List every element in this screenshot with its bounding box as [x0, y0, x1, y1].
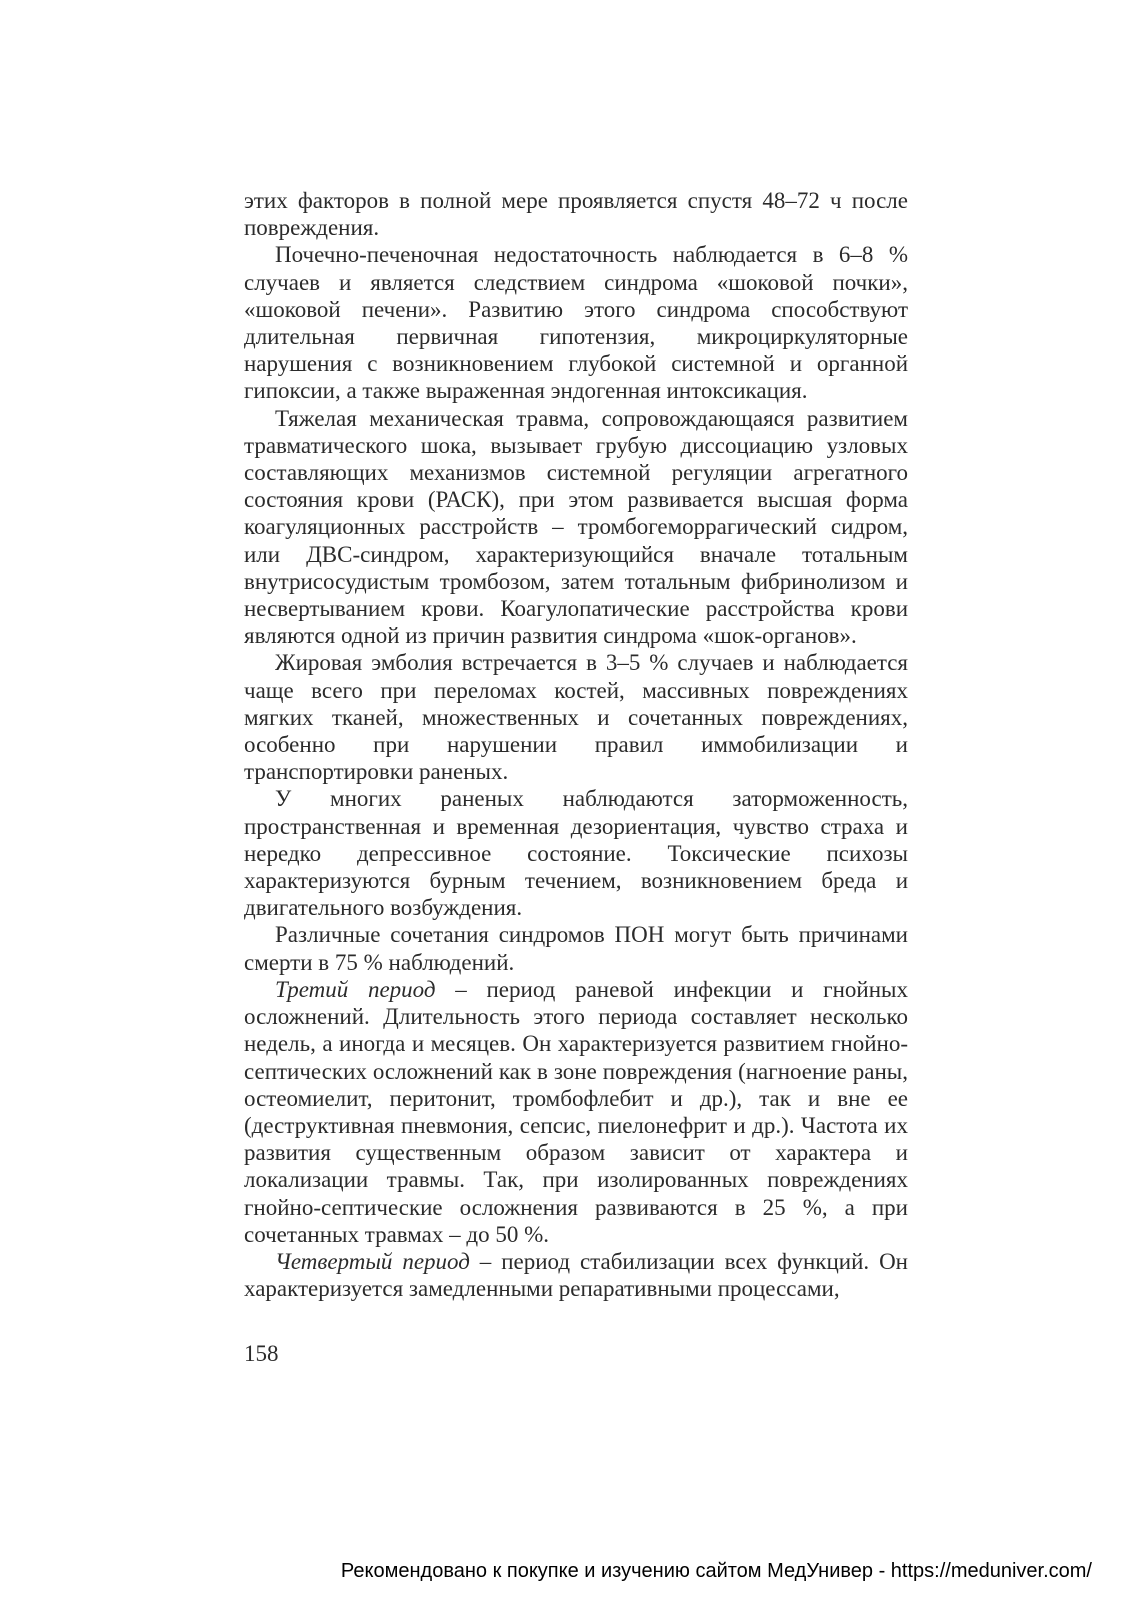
page-body: [244, 187, 908, 1302]
third-period-text: – период раневой инфекции и гнойных осложнений. Длительность этого периода составляет несколько недель, а иногда и месяцев. Он характеризуется развитием гнойно-септических осложнений как в зоне повреждения (нагноение раны, остеомиелит, перитонит, тромбофлебит и др.), так и вне ее (деструктивная пневмония, сепсис, пиелонефрит и др.). Частота их развития существенным образом зависит от характера и локализации травмы. Так, при изолированных повреждениях гнойно-септические осложнения развиваются в 25 %, а при сочетанных травмах – до 50 %.: [244, 976, 908, 1247]
page-number: 158: [244, 1341, 279, 1366]
paragraph-fourth-period: [244, 1248, 908, 1302]
paragraph-continuation: этих факторов в полной мере проявляется спустя 48–72 ч после повреждения.: [244, 188, 908, 241]
paragraph-coagulation-disorders: Тяжелая механическая травма, сопровождающаяся развитием травматического шока, вызывает грубую диссоциацию узловых составляющих механизмов системной регуляции агрегатного состояния крови (РАСК), при этом развивается высшая форма коагуляционных расстройств – тромбогеморрагический сидром, или ДВС-синдром, характеризующийся вначале тотальным внутрисосудистым тромбозом, затем тотальным фибринолизом и несвертыванием крови. Коагулопатические расстройства крови являются одной из причин развития синдрома «шок-органов».: [244, 405, 908, 649]
fourth-period-text: – период стабилизации всех функций. Он характеризуется замедленными репаративными процессами,: [244, 1248, 908, 1302]
paragraph-fat-embolism: Жировая эмболия встречается в 3–5 % случаев и наблюдается чаще всего при переломах костей, массивных повреждениях мягких тканей, множественных и сочетанных повреждениях, особенно при нарушении правил иммобилизации и транспортировки раненых.: [244, 650, 908, 785]
paragraph-third-period: [244, 976, 908, 1248]
footer-recommendation: Рекомендовано к покупке и изучению сайтом МедУнивер - https://meduniver.com/: [340, 1560, 1092, 1582]
third-period-term: Третий период: [275, 976, 436, 1002]
paragraph-psychic-disorders: У многих раненых наблюдаются заторможенность, пространственная и временная дезориентация, чувство страха и нередко депрессивное состояние. Токсические психозы характеризуются бурным течением, возникновением бреда и двигательного возбуждения.: [244, 786, 908, 921]
paragraph-renal-hepatic-failure: Почечно-печеночная недостаточность наблюдается в 6–8 % случаев и является следствием синдрома «шоковой почки», «шоковой печени». Развитию этого синдрома способствуют длительная первичная гипотензия, микроциркуляторные нарушения с возникновением глубокой системной и органной гипоксии, а также выраженная эндогенная интоксикация.: [244, 242, 908, 404]
paragraph-mortality: Различные сочетания синдромов ПОН могут быть причинами смерти в 75 % наблюдений.: [244, 922, 908, 975]
fourth-period-term: Четвертый период: [275, 1248, 470, 1274]
